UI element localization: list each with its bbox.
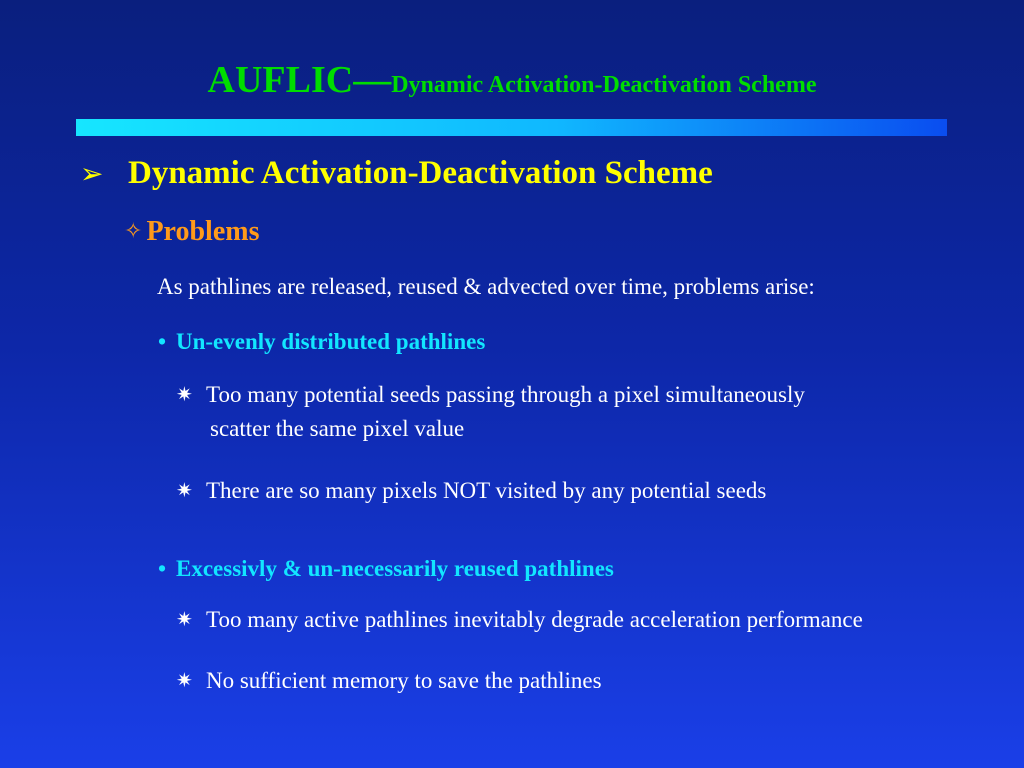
- list-item-text: Too many active pathlines inevitably degrade acceleration performance: [206, 607, 863, 632]
- list-item-text: No sufficient memory to save the pathlines: [206, 668, 602, 693]
- section-heading-text: Un-evenly distributed pathlines: [176, 329, 486, 354]
- sub-heading-text: Problems: [146, 216, 260, 247]
- bullet-dot-icon: •: [158, 329, 167, 354]
- slide-title: [0, 58, 1024, 102]
- starburst-bullet-icon: ✷: [176, 609, 193, 631]
- four-point-star-icon: ✧: [124, 218, 143, 243]
- section-heading-uneven: [158, 329, 485, 355]
- list-item-continuation: scatter the same pixel value: [210, 416, 465, 441]
- list-item: [176, 603, 863, 637]
- arrow-bullet-icon: ➢: [80, 159, 104, 190]
- intro-text: As pathlines are released, reused & advected over time, problems arise:: [157, 274, 815, 299]
- main-heading-text: Dynamic Activation-Deactivation Scheme: [128, 155, 713, 191]
- list-item: [176, 664, 602, 698]
- title-underline-bar: [76, 119, 947, 136]
- list-item-text: Too many potential seeds passing through a pixel simultaneously: [206, 382, 805, 407]
- starburst-bullet-icon: ✷: [176, 670, 193, 692]
- list-item: [176, 474, 766, 508]
- bullet-dot-icon: •: [158, 556, 167, 581]
- slide-title-main: AUFLIC—: [207, 59, 392, 101]
- section-heading-reused: [158, 556, 614, 582]
- section-heading-text: Excessivly & un-necessarily reused pathlines: [176, 556, 614, 581]
- list-item: [176, 378, 805, 446]
- starburst-bullet-icon: ✷: [176, 384, 193, 406]
- main-heading: [80, 155, 713, 192]
- sub-heading: [124, 216, 259, 248]
- list-item-text: There are so many pixels NOT visited by any potential seeds: [206, 478, 767, 503]
- slide-title-sub: Dynamic Activation-Deactivation Scheme: [391, 72, 817, 98]
- starburst-bullet-icon: ✷: [176, 480, 193, 502]
